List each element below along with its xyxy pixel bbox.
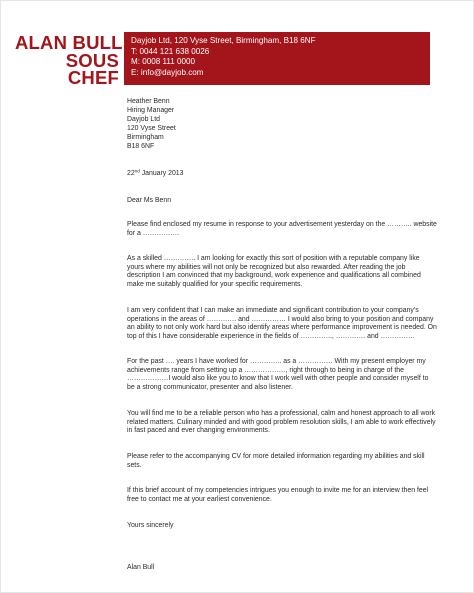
contact-address: Dayjob Ltd, 120 Vyse Street, Birmingham, B18 6NF [131, 36, 316, 45]
paragraph-4: For the past …. years I have worked for ………….. as a …………… With my present employer my achievements range from setting up a ………………, right through to being in charge of the ………………I would also like you to know that I work well with other people and consider myself to be a strong communicator, presenter and also listener. [127, 358, 429, 391]
recipient-name: Heather Benn [127, 98, 170, 105]
recipient-postcode: B18 6NF [127, 143, 155, 150]
contact-details-band [124, 32, 430, 85]
closing: Yours sincerely [127, 522, 174, 529]
contact-mobile: M: 0008 111 0000 [131, 57, 196, 67]
name-line-2: SOUS [65, 49, 119, 71]
date-day: 22 [127, 170, 135, 177]
date-suffix: nd [134, 168, 140, 174]
paragraph-2: As a skilled ………….. I am looking for exactly this sort of position with a reputable company like yours where my abilities will not only be recognized but also rewarded. After reading the job description I am convinced that my background, work experience and qualifications all combined make me suitably qualified for your specific requirements. [127, 255, 421, 288]
name-line-3: CHEF [67, 67, 119, 88]
recipient-company: Dayjob Ltd [127, 116, 160, 123]
letter-date [127, 170, 183, 179]
recipient-title: Hiring Manager [127, 107, 175, 114]
salutation: Dear Ms Benn [127, 197, 172, 204]
recipient-city: Birmingham [127, 134, 164, 141]
applicant-name [15, 32, 123, 88]
paragraph-5: You will find me to be a reliable person who has a professional, calm and honest approach to all work related matters. Culinary minded and with good problem resolution skills, I am able to work effectively in fast paced and ever changing environments. [127, 410, 436, 435]
paragraph-6: Please refer to the accompanying CV for more detailed information regarding my abilities and skill sets. [127, 453, 425, 469]
contact-telephone: T: 0044 121 638 0026 [131, 46, 210, 56]
name-line-1: ALAN BULL [15, 32, 123, 53]
contact-email: E: info@dayjob.com [131, 67, 204, 77]
date-month-year: January 2013 [139, 170, 184, 177]
signature-name: Alan Bull [127, 564, 155, 571]
paragraph-3: I am very confident that I can make an immediate and significant contribution to your company's operations in the areas of …………. and …………… I would also bring to your position and company an ability to not only work hard but also identify areas where performance improvement is needed. On top of this I have considerable experience in the fields of ………….., …………. and …………… [127, 307, 437, 340]
recipient-street: 120 Vyse Street [127, 125, 176, 132]
paragraph-7: If this brief account of my competencies intrigues you enough to invite me for an interview then feel free to contact me at your earliest convenience. [127, 487, 429, 503]
paragraph-1: Please find enclosed my resume in response to your advertisement yesterday on the ……….. website for a ……………. [127, 221, 437, 237]
